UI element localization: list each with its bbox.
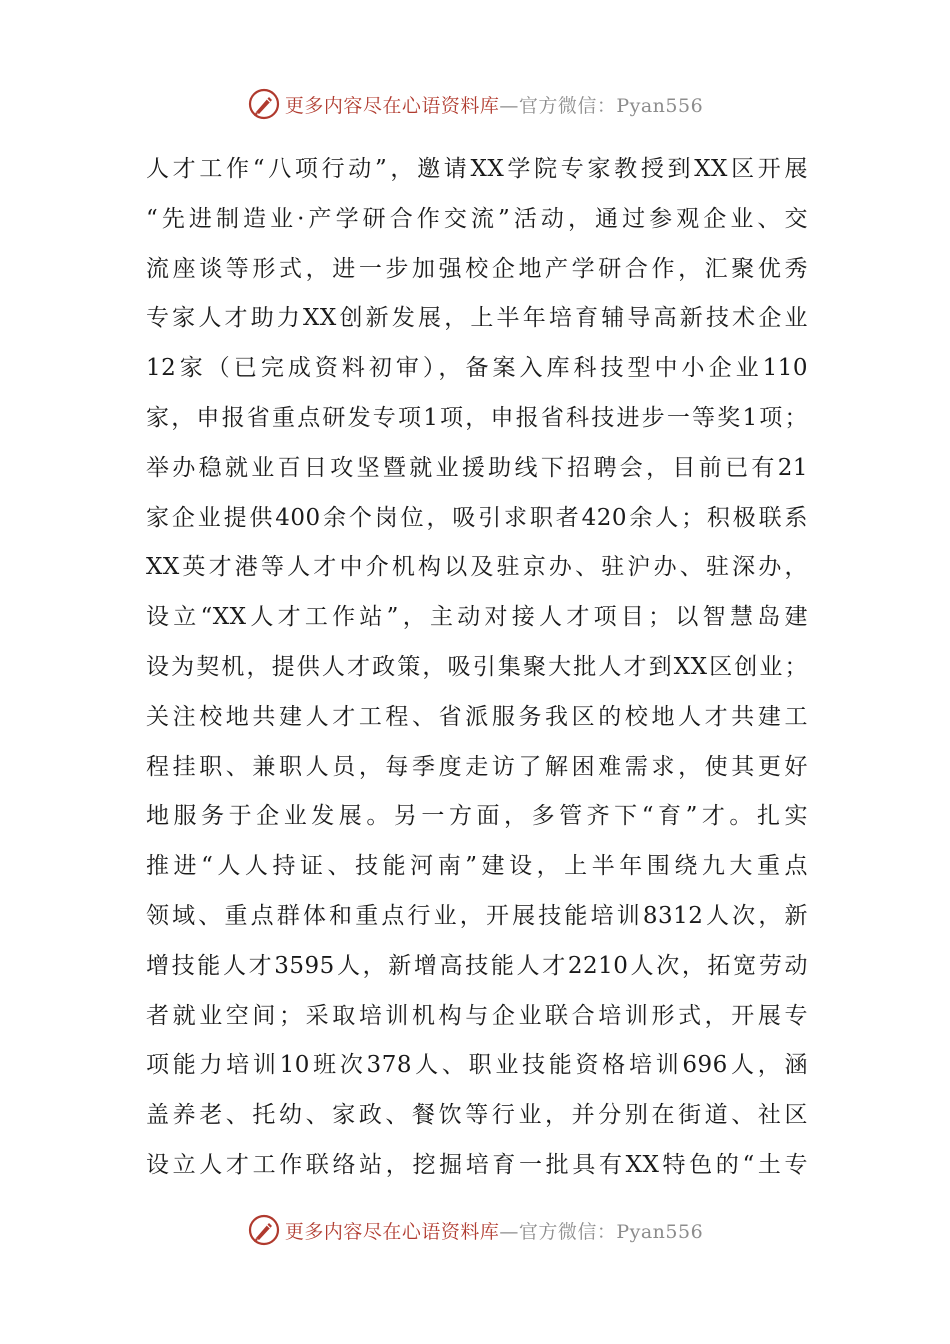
- body-line-10: 设立“XX人才工作站”，主动对接人才项目；以智慧岛建: [146, 604, 808, 631]
- banner-main-text: 更多内容尽在心语资料库: [284, 94, 500, 117]
- header-banner-text: [285, 91, 703, 118]
- banner-dash: —: [499, 1220, 519, 1243]
- body-line-12: 关注校地共建人才工程、省派服务我区的校地人才共建工: [146, 703, 808, 730]
- body-line-11: 设为契机，提供人才政策，吸引集聚大批人才到XX区创业；: [146, 653, 808, 680]
- body-line-5: 12家（已完成资料初审），备案入库科技型中小企业110: [146, 355, 808, 382]
- body-line-1: 人才工作“八项行动”，邀请XX学院专家教授到XX区开展: [146, 156, 808, 182]
- body-line-4: 专家人才助力XX创新发展，上半年培育辅导高新技术企业: [146, 305, 808, 332]
- footer-banner: [0, 1210, 950, 1250]
- body-line-6: 家，申报省重点研发专项1项，申报省科技进步一等奖1项；: [146, 404, 808, 431]
- body-line-16: 领域、重点群体和重点行业，开展技能培训8312人次，新: [146, 902, 808, 929]
- body-line-14: 地服务于企业发展。另一方面，多管齐下“育”才。扎实: [146, 803, 808, 830]
- body-line-17: 增技能人才3595人，新增高技能人才2210人次，拓宽劳动: [146, 952, 808, 979]
- document-body: [146, 145, 808, 1191]
- header-banner: [0, 84, 950, 124]
- footer-banner-text: [285, 1217, 703, 1244]
- body-line-21: 设立人才工作联络站，挖掘培育一批具有XX特色的“土专: [146, 1151, 808, 1178]
- body-line-2: “先进制造业·产学研合作交流”活动，通过参观企业、交: [146, 205, 808, 232]
- banner-suffix-text: 官方微信：Pyan556: [518, 1220, 704, 1243]
- banner-suffix-text: 官方微信：Pyan556: [518, 94, 704, 117]
- banner-dash: —: [499, 94, 519, 117]
- body-line-7: 举办稳就业百日攻坚暨就业援助线下招聘会，目前已有21: [146, 454, 808, 481]
- pen-nib-logo-icon: [247, 1213, 281, 1247]
- body-line-20: 盖养老、托幼、家政、餐饮等行业，并分别在街道、社区: [146, 1102, 808, 1129]
- body-line-18: 者就业空间；采取培训机构与企业联合培训形式，开展专: [146, 1002, 808, 1029]
- body-line-9: XX英才港等人才中介机构以及驻京办、驻沪办、驻深办，: [146, 554, 808, 581]
- pen-nib-logo-icon: [247, 87, 281, 121]
- body-line-19: 项能力培训10班次378人、职业技能资格培训696人，涵: [146, 1052, 808, 1079]
- body-line-3: 流座谈等形式，进一步加强校企地产学研合作，汇聚优秀: [146, 255, 808, 282]
- body-line-15: 推进“人人持证、技能河南”建设，上半年围绕九大重点: [146, 853, 808, 880]
- body-line-8: 家企业提供400余个岗位，吸引求职者420余人；积极联系: [146, 504, 808, 531]
- body-line-13: 程挂职、兼职人员，每季度走访了解困难需求，使其更好: [146, 753, 808, 780]
- banner-main-text: 更多内容尽在心语资料库: [284, 1220, 500, 1243]
